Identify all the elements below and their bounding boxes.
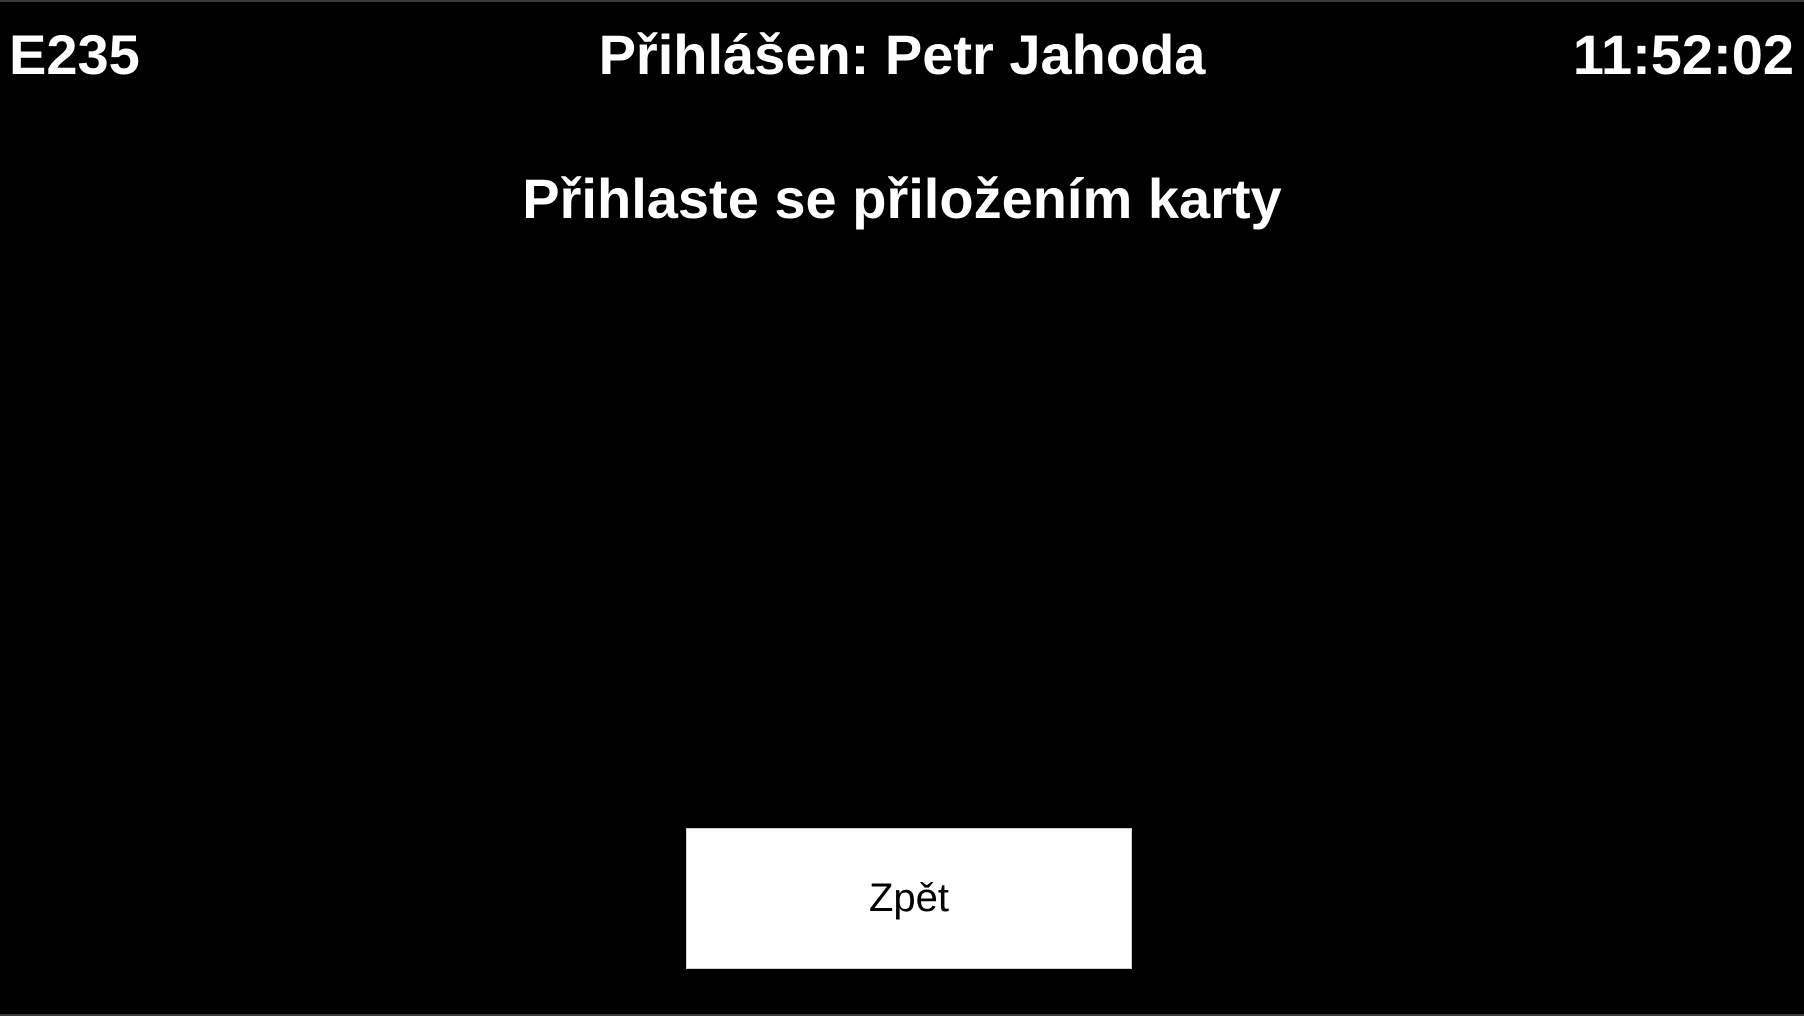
- logged-user-label: Přihlášen: Petr Jahoda: [598, 23, 1206, 86]
- status-header: [0, 16, 1804, 96]
- card-login-prompt: Přihlaste se přiložením karty: [522, 167, 1282, 230]
- terminal-id: E235: [9, 23, 140, 86]
- back-button[interactable]: Zpět: [686, 828, 1132, 969]
- clock: 11:52:02: [1572, 23, 1794, 86]
